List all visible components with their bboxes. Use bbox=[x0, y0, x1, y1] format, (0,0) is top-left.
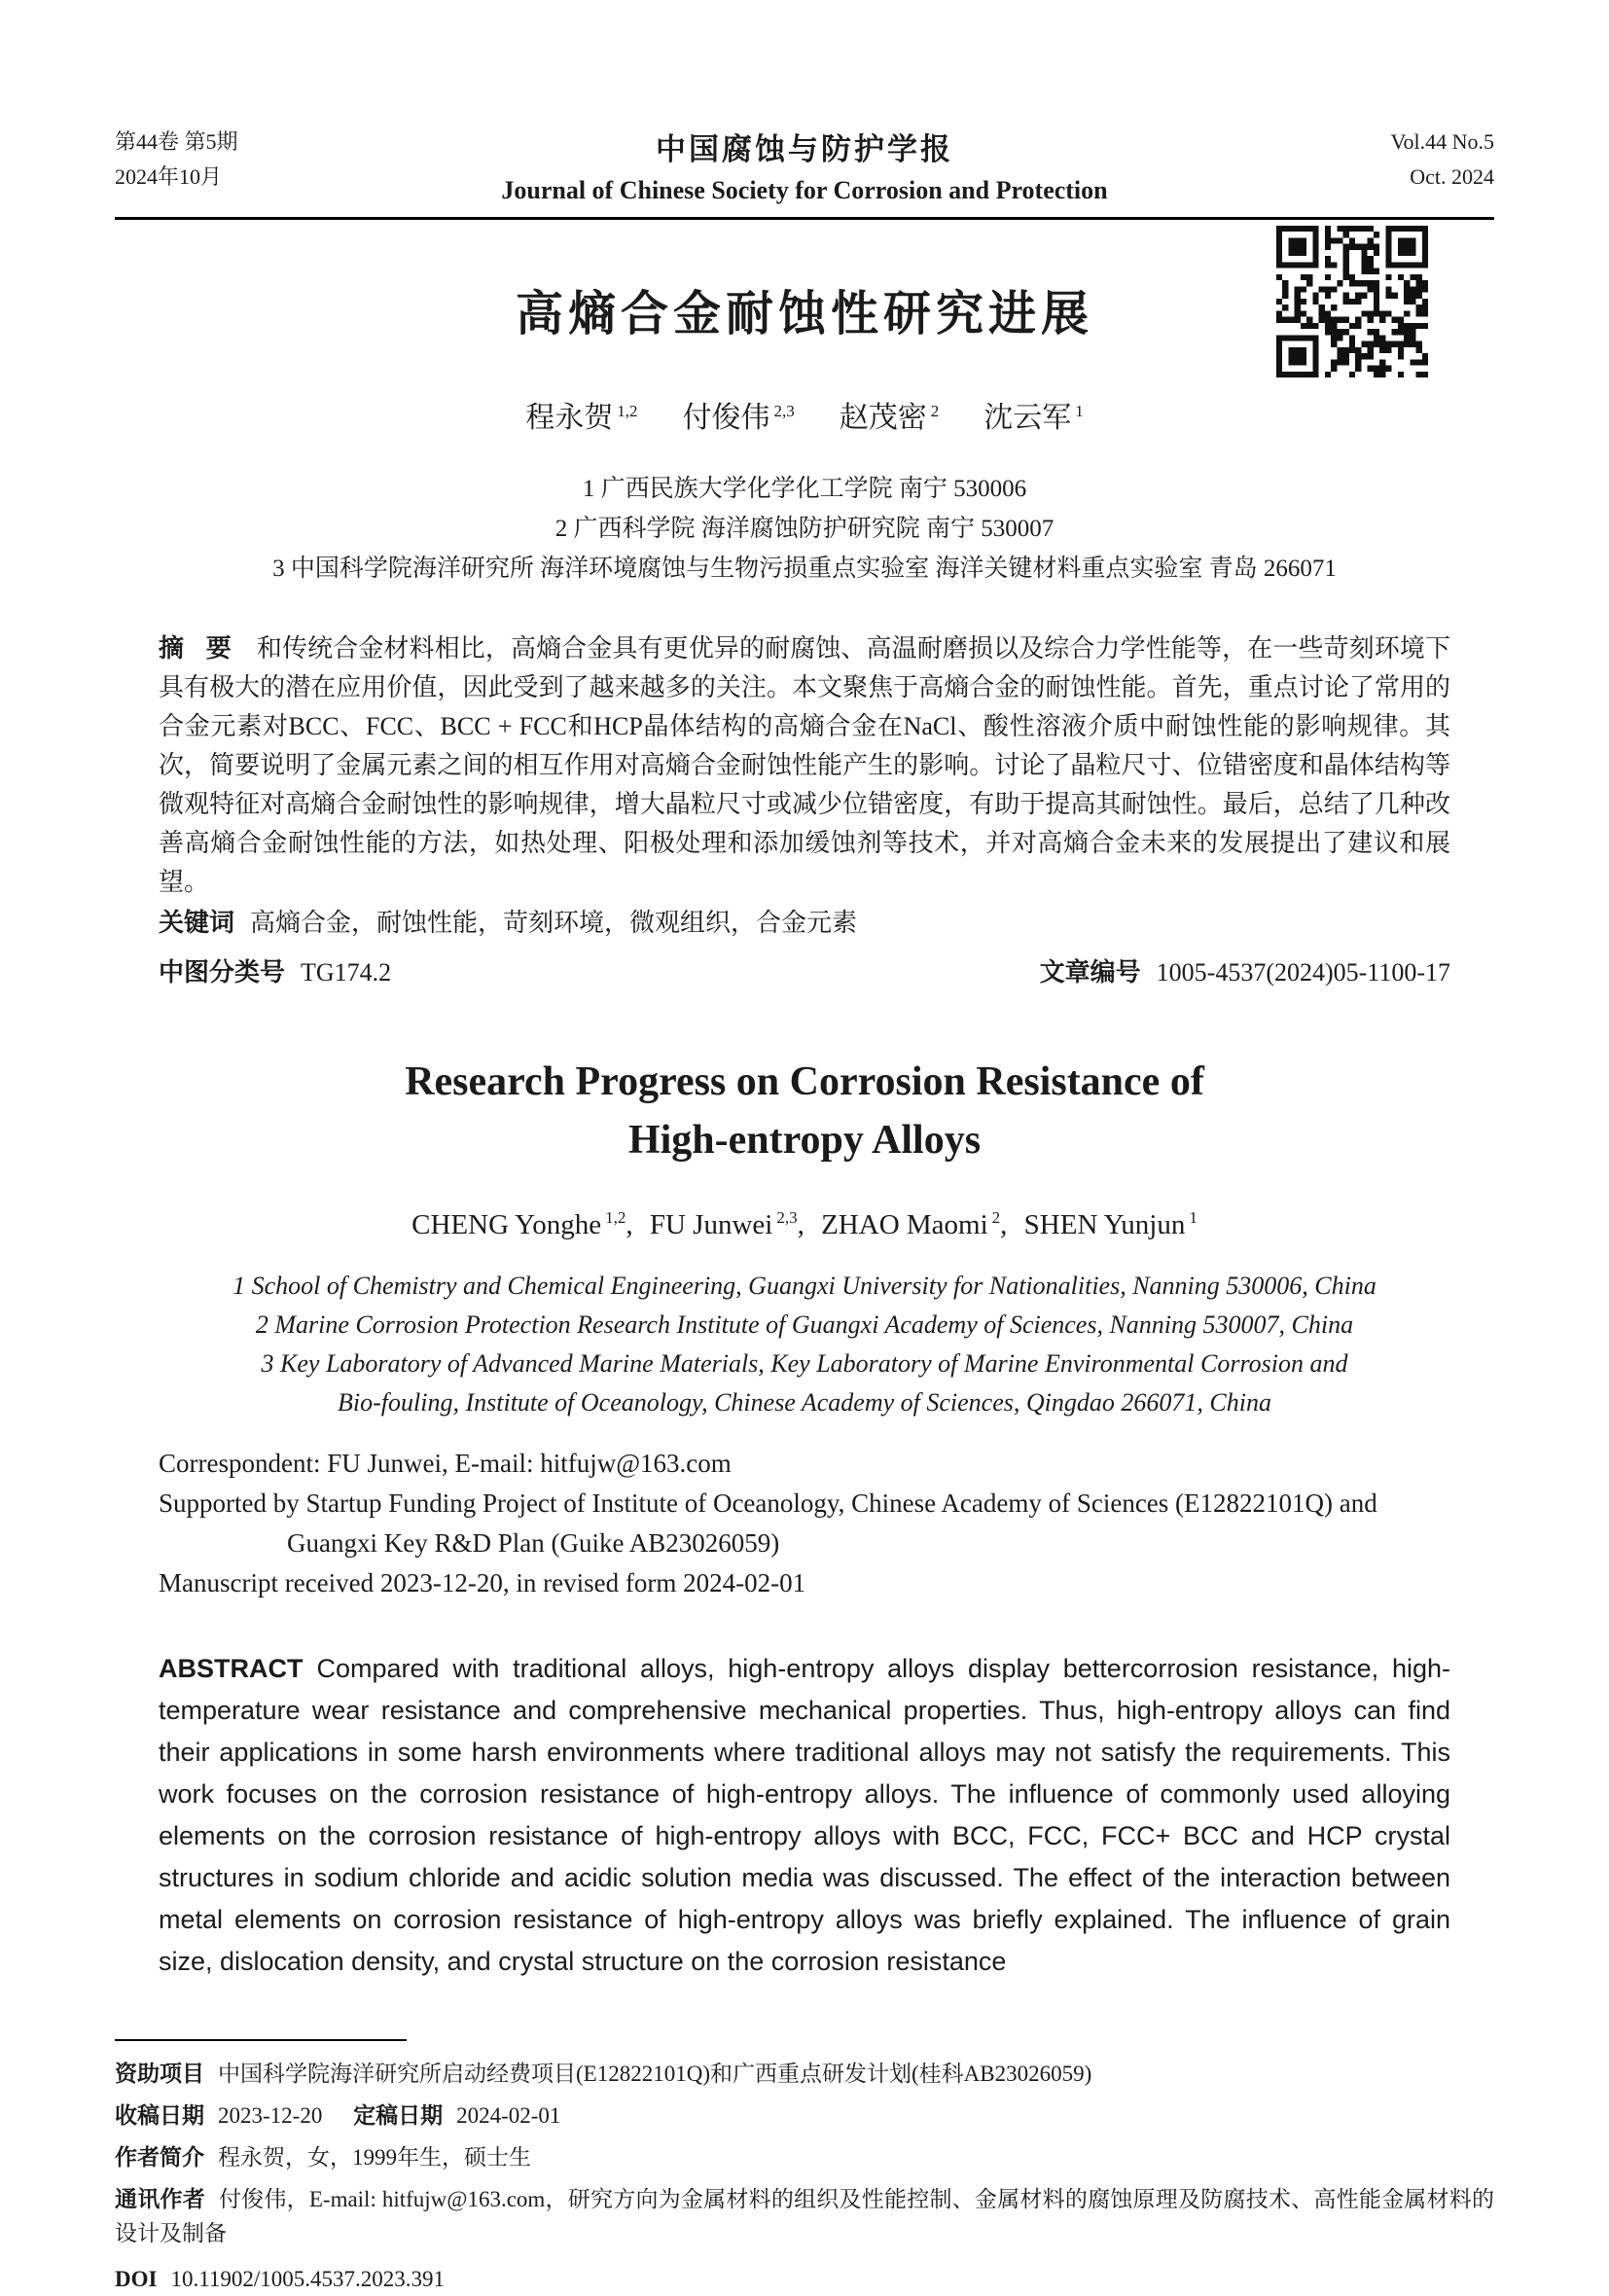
author-name: 付俊伟 bbox=[682, 402, 770, 434]
author-separator: , bbox=[1000, 1208, 1008, 1240]
issue-date-cn: 2024年10月 bbox=[115, 164, 223, 189]
clc-value: TG174.2 bbox=[301, 958, 392, 987]
author-affiliation-sup: 2 bbox=[991, 1208, 1001, 1227]
author-affiliation-sup: 1,2 bbox=[605, 1208, 626, 1227]
author-affiliation-sup: 1 bbox=[1189, 1208, 1198, 1227]
article-id-group bbox=[1040, 952, 1450, 988]
received-label: 收稿日期 bbox=[115, 2102, 204, 2128]
revised-date: 2024-02-01 bbox=[456, 2102, 561, 2128]
corresponding-author-note bbox=[115, 2182, 1494, 2250]
author-bio-text: 程永贺，女，1999年生，硕士生 bbox=[218, 2144, 531, 2170]
masthead-center bbox=[329, 125, 1280, 205]
author-name: CHENG Yonghe bbox=[411, 1208, 602, 1240]
authors-cn bbox=[115, 393, 1494, 436]
received-date: 2023-12-20 bbox=[218, 2102, 323, 2128]
author-en bbox=[1024, 1209, 1198, 1240]
clc-group bbox=[159, 952, 391, 988]
article-id-label: 文章编号 bbox=[1039, 958, 1141, 987]
author-cn bbox=[840, 393, 940, 436]
qr-code-image bbox=[1276, 226, 1428, 377]
article-title-cn: 高熵合金耐蚀性研究进展 bbox=[515, 287, 1093, 341]
revised-label: 定稿日期 bbox=[353, 2102, 444, 2128]
author-separator: , bbox=[626, 1208, 633, 1240]
article-title-en bbox=[159, 1053, 1450, 1169]
author-en bbox=[821, 1209, 1017, 1240]
affiliations-cn bbox=[115, 469, 1494, 589]
keywords-label: 关键词 bbox=[159, 909, 235, 937]
author-cn bbox=[525, 393, 637, 436]
qr-code bbox=[1276, 226, 1428, 377]
affiliation-line: Bio-fouling, Institute of Oceanology, Chinese Academy of Sciences, Qingdao 266071, China bbox=[338, 1387, 1271, 1417]
masthead-left bbox=[115, 125, 329, 195]
author-affiliation-sup: 1 bbox=[1075, 402, 1084, 420]
funding-note bbox=[115, 2057, 1494, 2091]
affiliation-line: 1 School of Chemistry and Chemical Engineering, Guangxi University for Nationalities, Nanning 530006, China bbox=[232, 1271, 1377, 1300]
funding-text: 中国科学院海洋研究所启动经费项目(E12822101Q)和广西重点研发计划(桂科AB23026059) bbox=[218, 2061, 1092, 2086]
affiliation-line: 3 Key Laboratory of Advanced Marine Materials, Key Laboratory of Marine Environmental Corrosion and bbox=[261, 1348, 1348, 1378]
correspondent-line: Correspondent: FU Junwei, E-mail: hitfujw@163.com bbox=[159, 1448, 732, 1478]
affiliation-line: 1 广西民族大学化学化工学院 南宁 530006 bbox=[582, 476, 1027, 502]
volume-issue-en: Vol.44 No.5 bbox=[1390, 129, 1494, 154]
title-en-line1: Research Progress on Corrosion Resistance of bbox=[405, 1059, 1204, 1104]
journal-title-cn: 中国腐蚀与防护学报 bbox=[656, 132, 953, 166]
supported-line: Supported by Startup Funding Project of Institute of Oceanology, Chinese Academy of Sciences (E12822101Q) and bbox=[159, 1488, 1377, 1518]
author-bio-label: 作者简介 bbox=[115, 2144, 204, 2170]
corresponding-author-label: 通讯作者 bbox=[115, 2186, 205, 2211]
author-name: 沈云军 bbox=[983, 402, 1072, 434]
masthead-right bbox=[1280, 125, 1494, 195]
journal-masthead bbox=[115, 125, 1494, 205]
article-meta bbox=[159, 1444, 1450, 1603]
author-affiliation-sup: 2,3 bbox=[773, 402, 795, 420]
author-bio-note bbox=[115, 2140, 1494, 2174]
abstract-cn-label: 摘 要 bbox=[159, 634, 239, 663]
abstract-en-label: ABSTRACT bbox=[159, 1653, 304, 1683]
author-name: SHEN Yunjun bbox=[1023, 1208, 1186, 1240]
author-separator: , bbox=[797, 1208, 804, 1240]
title-en-line2: High-entropy Alloys bbox=[627, 1118, 982, 1163]
classification-row bbox=[159, 952, 1450, 988]
author-en bbox=[650, 1209, 814, 1240]
corresponding-author-text: 付俊伟，E-mail: hitfujw@163.com，研究方向为金属材料的组织及性能控制、金属材料的腐蚀原理及防腐技术、高性能金属材料的设计及制备 bbox=[115, 2186, 1495, 2245]
author-name: FU Junwei bbox=[649, 1208, 773, 1240]
author-en bbox=[411, 1209, 642, 1240]
journal-title-en: Journal of Chinese Society for Corrosion and Protection bbox=[501, 176, 1108, 204]
article-body bbox=[115, 629, 1494, 1983]
doi-text: 10.11902/1005.4537.2023.391 bbox=[170, 2266, 445, 2291]
supported-line-continued: Guangxi Key R&D Plan (Guike AB23026059) bbox=[287, 1527, 780, 1558]
author-name: 赵茂密 bbox=[839, 402, 927, 434]
issue-date-en: Oct. 2024 bbox=[1410, 164, 1494, 189]
author-affiliation-sup: 2,3 bbox=[776, 1208, 798, 1227]
affiliation-line: 3 中国科学院海洋研究所 海洋环境腐蚀与生物污损重点实验室 海洋关键材料重点实验室 青岛 266071 bbox=[272, 556, 1337, 582]
author-name: ZHAO Maomi bbox=[821, 1208, 988, 1240]
author-affiliation-sup: 1,2 bbox=[617, 402, 638, 420]
abstract-en-text: Compared with traditional alloys, high-entropy alloys display bettercorrosion resistance, high-temperature wear resistance and comprehensive mechanical properties. Thus, high-entropy alloys can find their applications in some harsh environments where traditional alloys may not satisfy the requirements. This work focuses on the corrosion resistance of high-entropy alloys. The influence of commonly used alloying elements on the corrosion resistance of high-entropy alloys with BCC, FCC, FCC+ BCC and HCP crystal structures in sodium chloride and acidic solution media was discussed. The effect of the interaction between metal elements on corrosion resistance of high-entropy alloys was briefly explained. The influence of grain size, dislocation density, and crystal structure on the corrosion resistance bbox=[159, 1653, 1450, 1976]
author-name: 程永贺 bbox=[525, 402, 614, 434]
keywords-text: 高熵合金，耐蚀性能，苛刻环境，微观组织，合金元素 bbox=[250, 909, 858, 937]
affiliations-en bbox=[159, 1267, 1450, 1422]
abstract-cn-text: 和传统合金材料相比，高熵合金具有更优异的耐腐蚀、高温耐磨损以及综合力学性能等，在一些苛刻环境下具有极大的潜在应用价值，因此受到了越来越多的关注。本文聚焦于高熵合金的耐蚀性能。首先，重点讨论了常用的合金元素对BCC、FCC、BCC + FCC和HCP晶体结构的高熵合金在NaCl、酸性溶液介质中耐蚀性能的影响规律。其次，简要说明了金属元素之间的相互作用对高熵合金耐蚀性能产生的影响。讨论了晶粒尺寸、位错密度和晶体结构等微观特征对高熵合金耐蚀性的影响规律，增大晶粒尺寸或减少位错密度，有助于提高其耐蚀性。最后，总结了几种改善高熵合金耐蚀性能的方法，如热处理、阳极处理和添加缓蚀剂等技术，并对高熵合金未来的发展提出了建议和展望。 bbox=[159, 634, 1450, 896]
volume-issue-cn: 第44卷 第5期 bbox=[115, 129, 238, 154]
author-cn bbox=[983, 393, 1084, 436]
doi-note bbox=[115, 2262, 1494, 2296]
footnote-rule bbox=[115, 2039, 407, 2041]
abstract-cn bbox=[159, 629, 1450, 902]
manuscript-dates-line: Manuscript received 2023-12-20, in revised form 2024-02-01 bbox=[159, 1567, 806, 1597]
affiliation-line: 2 广西科学院 海洋腐蚀防护研究院 南宁 530007 bbox=[554, 516, 1055, 542]
affiliation-line: 2 Marine Corrosion Protection Research Institute of Guangxi Academy of Sciences, Nanning 530007, China bbox=[255, 1309, 1354, 1339]
footnotes bbox=[115, 2039, 1494, 2296]
dates-note bbox=[115, 2099, 1494, 2133]
abstract-en bbox=[159, 1648, 1450, 1983]
doi-label: DOI bbox=[115, 2266, 158, 2291]
clc-label: 中图分类号 bbox=[159, 958, 286, 987]
keywords-row bbox=[159, 904, 1450, 943]
article-id-value: 1005-4537(2024)05-1100-17 bbox=[1156, 958, 1450, 987]
funding-label: 资助项目 bbox=[115, 2061, 204, 2086]
author-cn bbox=[683, 393, 795, 436]
masthead-rule bbox=[115, 217, 1494, 220]
authors-en bbox=[159, 1208, 1450, 1241]
author-affiliation-sup: 2 bbox=[930, 402, 940, 420]
